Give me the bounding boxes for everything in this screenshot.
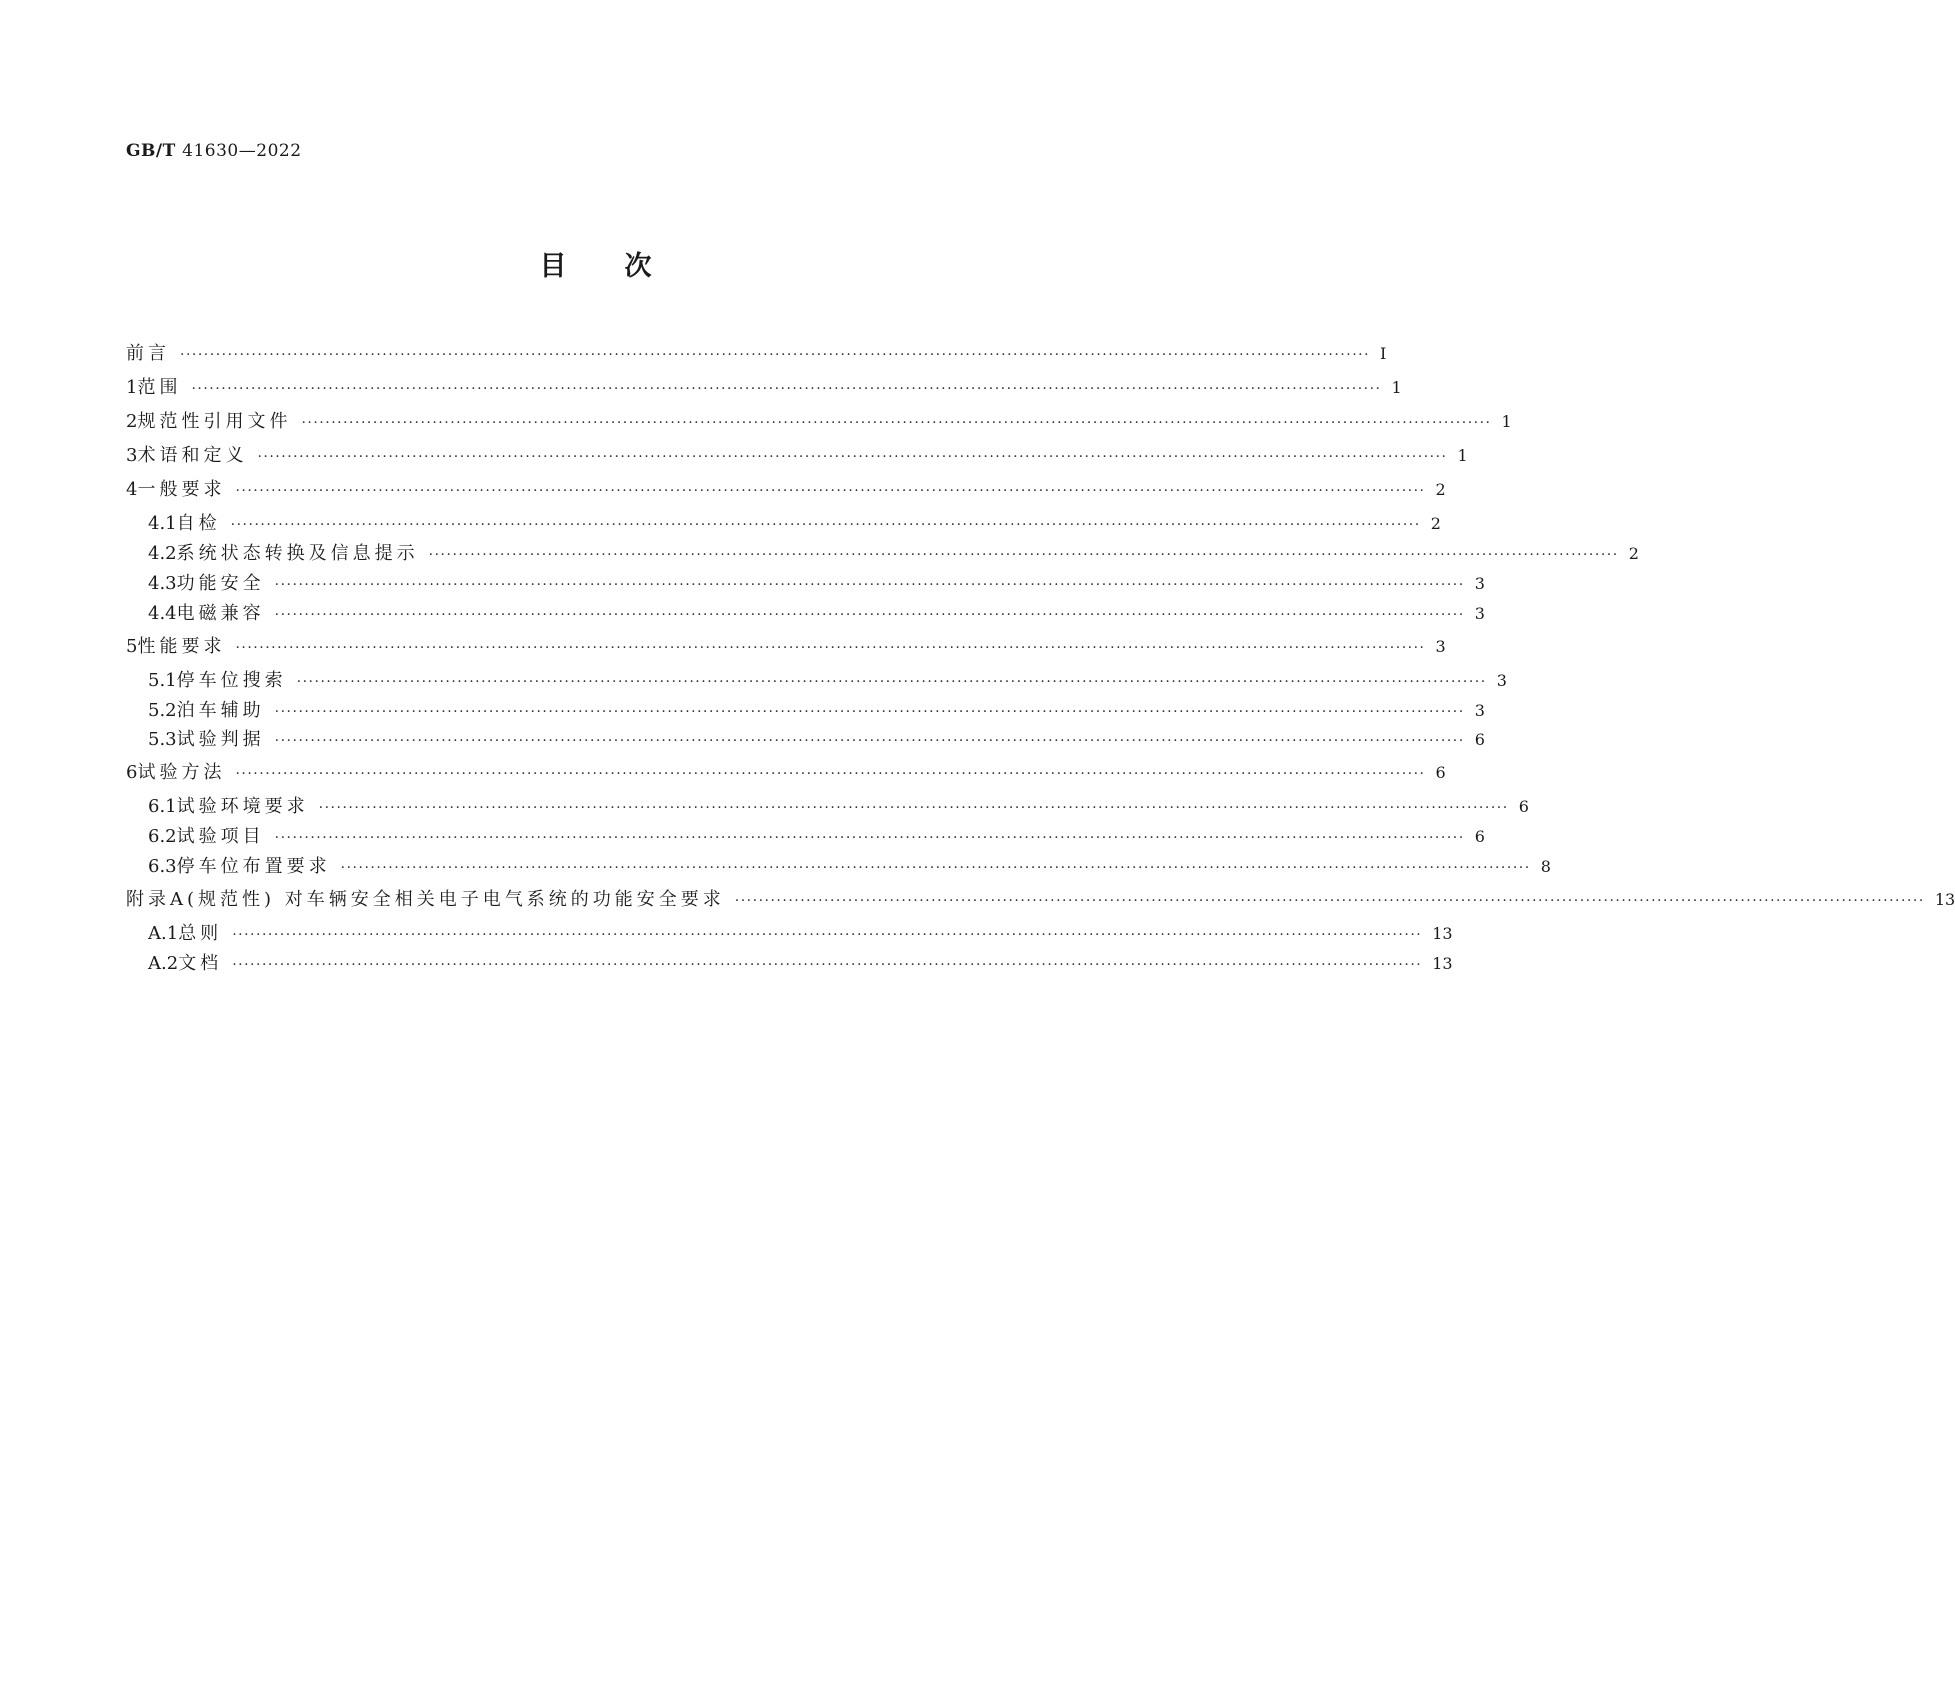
toc-entry-number: 6	[126, 762, 138, 783]
toc-entry-label: 试验项目	[176, 826, 265, 847]
toc-entry-label: 试验判据	[176, 729, 265, 750]
toc-entry-page: 1	[1501, 412, 1512, 431]
standard-prefix: GB/T	[126, 141, 176, 161]
toc-dot-leader: ········································································································································································································	[232, 957, 1423, 973]
toc-entry[interactable]	[126, 759, 1446, 787]
toc-entry[interactable]	[126, 510, 1441, 538]
toc-entry-number: 4.1	[148, 513, 177, 534]
toc-dot-leader: ········································································································································································································	[235, 640, 1426, 656]
toc-entry-page: 3	[1435, 637, 1446, 656]
toc-entry-page: 1	[1391, 378, 1402, 397]
toc-entry-number: 2	[126, 411, 138, 432]
toc-entry-label: 停车位搜索	[176, 670, 287, 691]
toc-entry[interactable]	[126, 540, 1639, 568]
toc-entry-label: 附录A(规范性) 对车辆安全相关电子电气系统的功能安全要求	[126, 889, 725, 910]
toc-entry-page: 13	[1432, 954, 1453, 973]
toc-entry-number: 5.2	[148, 700, 177, 721]
toc-entry-page: 2	[1430, 514, 1441, 533]
toc-entry-number: 3	[126, 445, 138, 466]
toc-entry[interactable]	[126, 726, 1485, 754]
toc-entry-label: 功能安全	[176, 573, 265, 594]
toc-entry[interactable]	[126, 374, 1402, 402]
toc-entry-page: 6	[1435, 763, 1446, 782]
toc-entry[interactable]	[126, 570, 1485, 598]
toc-dot-leader: ········································································································································································································	[274, 830, 1465, 846]
toc-entry-label: 试验环境要求	[176, 796, 309, 817]
toc-entry-number: 5.3	[148, 729, 177, 750]
toc-entry-label: 系统状态转换及信息提示	[176, 543, 419, 564]
toc-entry-page: 1	[1457, 446, 1468, 465]
toc-entry[interactable]	[126, 853, 1551, 881]
toc-dot-leader: ········································································································································································································	[301, 415, 1492, 431]
toc-entry[interactable]	[126, 633, 1446, 661]
toc-entry-page: Ⅰ	[1380, 344, 1387, 363]
toc-entry-number: 4.4	[148, 603, 177, 624]
toc-dot-leader: ········································································································································································································	[235, 766, 1426, 782]
toc-dot-leader: ········································································································································································································	[428, 547, 1619, 563]
toc-entry-number: 4.2	[148, 543, 177, 564]
toc-dot-leader: ········································································································································································································	[340, 860, 1531, 876]
toc-dot-leader: ········································································································································································································	[257, 449, 1448, 465]
toc-dot-leader: ········································································································································································································	[274, 607, 1465, 623]
toc-entry[interactable]	[126, 793, 1529, 821]
toc-entry-label: 自检	[176, 513, 221, 534]
standard-number: 41630—2022	[182, 141, 302, 161]
toc-entry-number: 1	[126, 377, 138, 398]
toc-dot-leader: ········································································································································································································	[274, 733, 1465, 749]
toc-entry-page: 13	[1432, 924, 1453, 943]
toc-dot-leader: ········································································································································································································	[235, 483, 1426, 499]
toc-entry-number: 6.3	[148, 856, 177, 877]
toc-entry-page: 6	[1474, 730, 1485, 749]
toc-entry-label: 停车位布置要求	[176, 856, 331, 877]
toc-entry-label: 一般要求	[137, 479, 226, 500]
toc-entry-page: 8	[1540, 857, 1551, 876]
toc-entry-page: 2	[1435, 480, 1446, 499]
toc-dot-leader: ········································································································································································································	[180, 347, 1371, 363]
toc-entry[interactable]	[126, 950, 1453, 978]
toc-dot-leader: ········································································································································································································	[274, 577, 1465, 593]
toc-dot-leader: ········································································································································································································	[734, 893, 1925, 909]
toc-entry-number: 6.2	[148, 826, 177, 847]
toc-dot-leader: ········································································································································································································	[230, 517, 1421, 533]
toc-entry[interactable]	[126, 823, 1485, 851]
standard-code	[126, 141, 302, 161]
toc-entry-page: 3	[1496, 671, 1507, 690]
toc-entry-number: 4.3	[148, 573, 177, 594]
toc-entry-number: 4	[126, 479, 138, 500]
toc-dot-leader: ········································································································································································································	[232, 927, 1423, 943]
toc-entry-label: 术语和定义	[137, 445, 248, 466]
toc-entry-label: 文档	[178, 953, 223, 974]
toc-entry[interactable]	[126, 886, 1955, 914]
toc-entry-label: 前言	[126, 343, 170, 364]
toc-entry-number: A.2	[148, 953, 179, 974]
toc-dot-leader: ········································································································································································································	[191, 381, 1382, 397]
toc-dot-leader: ········································································································································································································	[296, 674, 1487, 690]
toc-entry-page: 6	[1518, 797, 1529, 816]
toc-entry-number: A.1	[148, 923, 179, 944]
toc-entry-label: 性能要求	[137, 636, 226, 657]
toc-entry-label: 规范性引用文件	[137, 411, 292, 432]
toc-entry-label: 总则	[178, 923, 223, 944]
toc-entry-page: 6	[1474, 827, 1485, 846]
toc-entry-label: 范围	[137, 377, 182, 398]
toc-entry-number: 5.1	[148, 670, 177, 691]
toc-entry[interactable]	[126, 667, 1507, 695]
toc-entry-number: 5	[126, 636, 138, 657]
toc-entry[interactable]	[126, 408, 1512, 436]
toc-entry-page: 3	[1474, 604, 1485, 623]
toc-dot-leader: ········································································································································································································	[274, 704, 1465, 720]
toc-entry-label: 电磁兼容	[176, 603, 265, 624]
toc-entry[interactable]	[126, 600, 1485, 628]
toc-entry[interactable]	[126, 920, 1453, 948]
toc-entry[interactable]	[126, 340, 1387, 368]
toc-entry-page: 3	[1474, 701, 1485, 720]
toc-entry-label: 泊车辅助	[176, 700, 265, 721]
toc-entry-page: 3	[1474, 574, 1485, 593]
toc-entry[interactable]	[126, 476, 1446, 504]
toc-entry[interactable]	[126, 697, 1485, 725]
toc-entry-page: 2	[1628, 544, 1639, 563]
toc-entry[interactable]	[126, 442, 1468, 470]
toc-entry-label: 试验方法	[137, 762, 226, 783]
toc-entry-number: 6.1	[148, 796, 177, 817]
toc-dot-leader: ········································································································································································································	[318, 800, 1509, 816]
toc-entry-page: 13	[1934, 890, 1955, 909]
page-title: 目次	[539, 251, 710, 282]
